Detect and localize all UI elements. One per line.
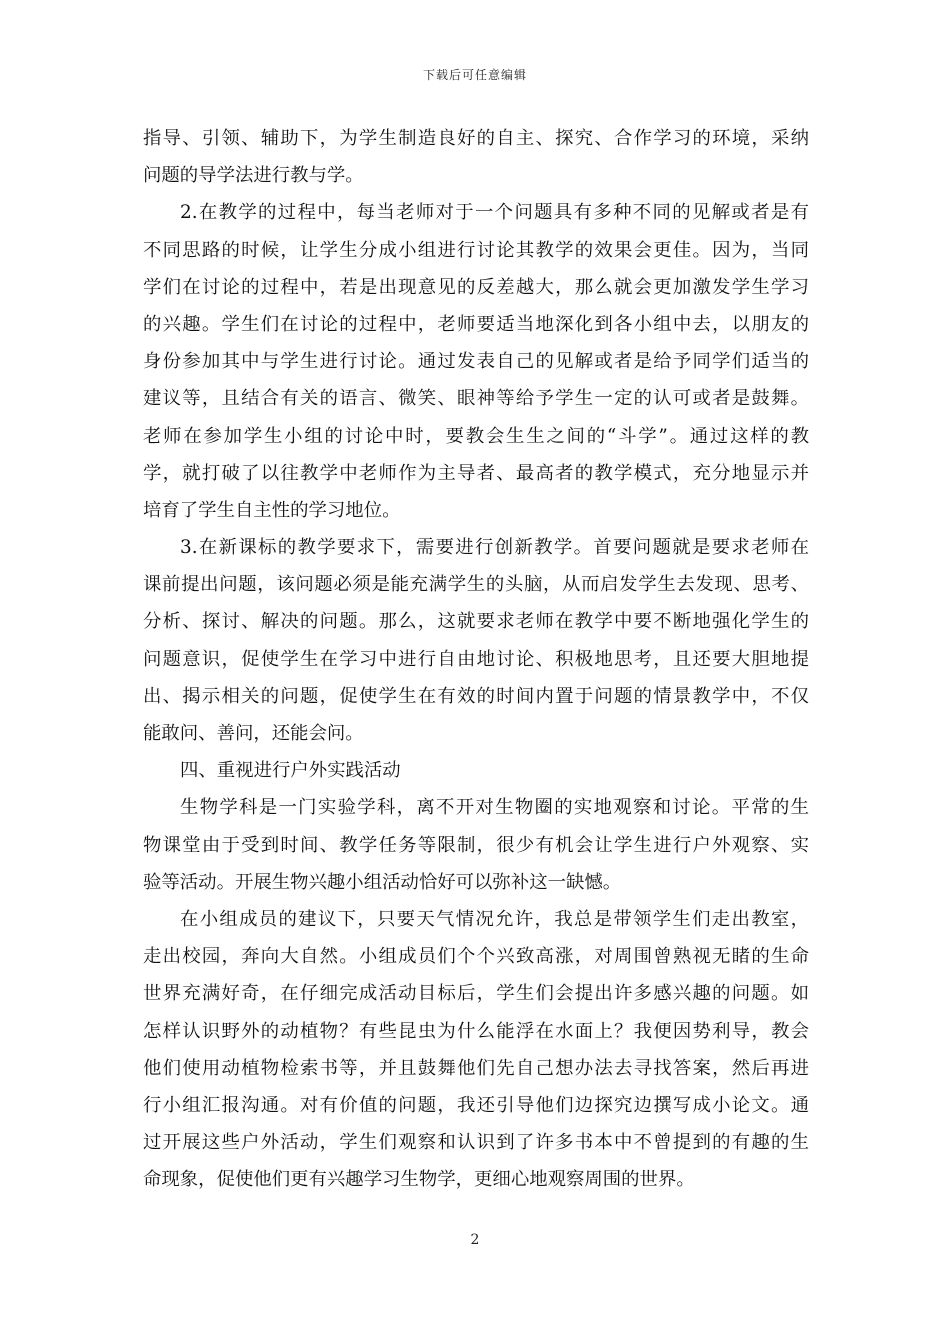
text-line: 不同思路的时候，让学生分成小组进行讨论其教学的效果会更佳。因为，当同 (143, 239, 809, 261)
text-line: 建议等，且结合有关的语言、微笑、眼神等给予学生一定的认可或者是鼓舞。 (143, 388, 809, 410)
text-line: 指导、引领、辅助下，为学生制造良好的自主、探究、合作学习的环境，采纳 (143, 128, 809, 149)
text-line: 世界充满好奇，在仔细完成活动目标后，学生们会提出许多感兴趣的问题。如 (143, 983, 809, 1005)
text-line: 问题的导学法进行教与学。 (143, 165, 364, 187)
text-line: 出、揭示相关的问题，促使学生在有效的时间内置于问题的情景教学中，不仅 (143, 685, 809, 707)
text-line: 物课堂由于受到时间、教学任务等限制，很少有机会让学生进行户外观察、实 (143, 834, 809, 856)
text-line: 老师在参加学生小组的讨论中时，要教会生生之间的“斗学”。通过这样的教 (143, 425, 809, 447)
text-line: 3.在新课标的教学要求下，需要进行创新教学。首要问题就是要求老师在 (180, 537, 809, 559)
text-line: 命现象，促使他们更有兴趣学习生物学，更细心地观察周围的世界。 (143, 1169, 695, 1191)
text-line: 学，就打破了以往教学中老师作为主导者、最高者的教学模式，充分地显示并 (143, 462, 809, 484)
text-line: 验等活动。开展生物兴趣小组活动恰好可以弥补这一缺憾。 (143, 871, 622, 893)
text-line: 能敢问、善问，还能会问。 (143, 723, 364, 744)
text-line: 过开展这些户外活动，学生们观察和认识到了许多书本中不曾提到的有趣的生 (143, 1132, 809, 1154)
text-line: 身份参加其中与学生进行讨论。通过发表自己的见解或者是给予同学们适当的 (143, 351, 809, 373)
text-line: 学们在讨论的过程中，若是出现意见的反差越大，那么就会更加激发学生学习 (143, 276, 809, 298)
text-line: 行小组汇报沟通。对有价值的问题，我还引导他们边探究边撰写成小论文。通 (143, 1094, 809, 1116)
body-text (143, 120, 809, 1198)
text-line: 分析、探讨、解决的问题。那么，这就要求老师在教学中要不断地强化学生的 (143, 611, 809, 633)
page-number: 2 (470, 1232, 480, 1248)
text-line: 培育了学生自主性的学习地位。 (143, 499, 401, 521)
text-line: 他们使用动植物检索书等，并且鼓舞他们先自己想办法去寻找答案，然后再进 (143, 1057, 809, 1079)
text-line: 课前提出问题，该问题必须是能充满学生的头脑，从而启发学生去发现、思考、 (143, 574, 809, 596)
text-line: 2.在教学的过程中，每当老师对于一个问题具有多种不同的见解或者是有 (180, 202, 809, 224)
text-line: 问题意识，促使学生在学习中进行自由地讨论、积极地思考，且还要大胆地提 (143, 648, 809, 670)
text-line: 生物学科是一门实验学科，离不开对生物圈的实地观察和讨论。平常的生 (180, 797, 809, 819)
text-line: 走出校园，奔向大自然。小组成员们个个兴致高涨，对周围曾熟视无睹的生命 (143, 946, 809, 968)
page-header: 下载后可任意编辑 (422, 68, 527, 82)
text-line: 在小组成员的建议下，只要天气情况允许，我总是带领学生们走出教室， (180, 908, 809, 930)
text-line: 的兴趣。学生们在讨论的过程中，老师要适当地深化到各小组中去，以朋友的 (143, 313, 809, 335)
text-line: 怎样认识野外的动植物？有些昆虫为什么能浮在水面上？我便因势利导，教会 (143, 1020, 809, 1042)
section-heading: 四、重视进行户外实践活动 (180, 760, 401, 782)
